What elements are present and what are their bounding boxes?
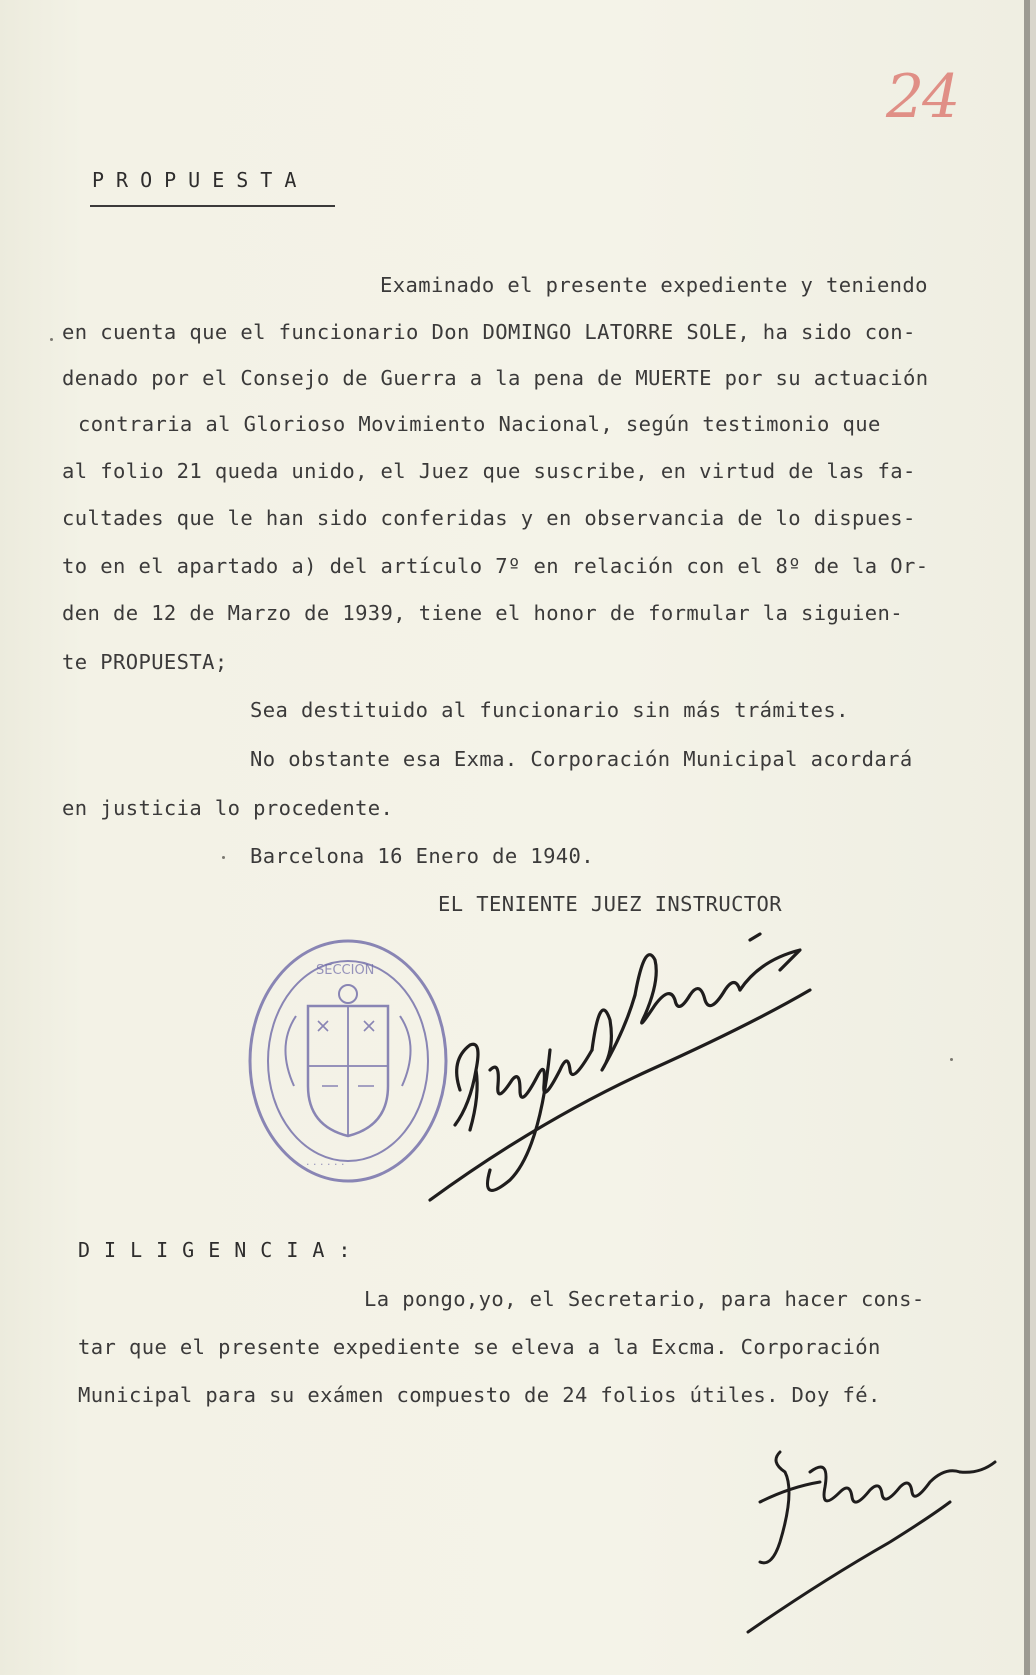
body-line-4: contraria al Glorioso Movimiento Nacional, según testimonio que — [78, 412, 881, 436]
svg-text:· · · · · ·: · · · · · · — [306, 1158, 345, 1171]
resolution-line: Sea destituido al funcionario sin más trámites. — [250, 698, 849, 722]
body-line-8: den de 12 de Marzo de 1939, tiene el honor de formular la siguien- — [62, 601, 903, 625]
body-line-11: No obstante esa Exma. Corporación Municipal acordará — [250, 747, 913, 771]
body-line-7: to en el apartado a) del artículo 7º en relación con el 8º de la Or- — [62, 554, 929, 578]
body-line-9: te PROPUESTA; — [62, 650, 228, 674]
diligencia-line-2: tar que el presente expediente se eleva a la Excma. Corporación — [78, 1335, 881, 1359]
secretary-signature — [740, 1432, 1010, 1652]
svg-text:SECCION: SECCION — [316, 963, 375, 978]
body-line-5: al folio 21 queda unido, el Juez que suscribe, en virtud de las fa- — [62, 459, 916, 483]
body-line-12: en justicia lo procedente. — [62, 796, 394, 820]
body-line-1: Examinado el presente expediente y teniendo — [380, 273, 928, 297]
paper-speck — [50, 338, 53, 341]
diligencia-line-3: Municipal para su exámen compuesto de 24 folios útiles. Doy fé. — [78, 1383, 881, 1407]
body-line-2: en cuenta que el funcionario Don DOMINGO LATORRE SOLE, ha sido con- — [62, 320, 916, 344]
propuesta-heading: PROPUESTA — [92, 168, 309, 192]
diligencia-line-1: La pongo,yo, el Secretario, para hacer cons- — [364, 1287, 925, 1311]
page-edge — [1024, 0, 1030, 1675]
date-line: Barcelona 16 Enero de 1940. — [250, 844, 595, 868]
paper-speck — [950, 1058, 953, 1061]
signer-title: EL TENIENTE JUEZ INSTRUCTOR — [438, 892, 783, 916]
paper-speck — [222, 856, 225, 859]
body-line-6: cultades que le han sido conferidas y en observancia de lo dispues- — [62, 506, 916, 530]
body-line-3: denado por el Consejo de Guerra a la pena de MUERTE por su actuación — [62, 366, 929, 390]
judge-signature — [420, 920, 880, 1220]
diligencia-heading: DILIGENCIA: — [78, 1238, 365, 1262]
heading-underline — [90, 205, 335, 207]
folio-number: 24 — [886, 62, 959, 132]
